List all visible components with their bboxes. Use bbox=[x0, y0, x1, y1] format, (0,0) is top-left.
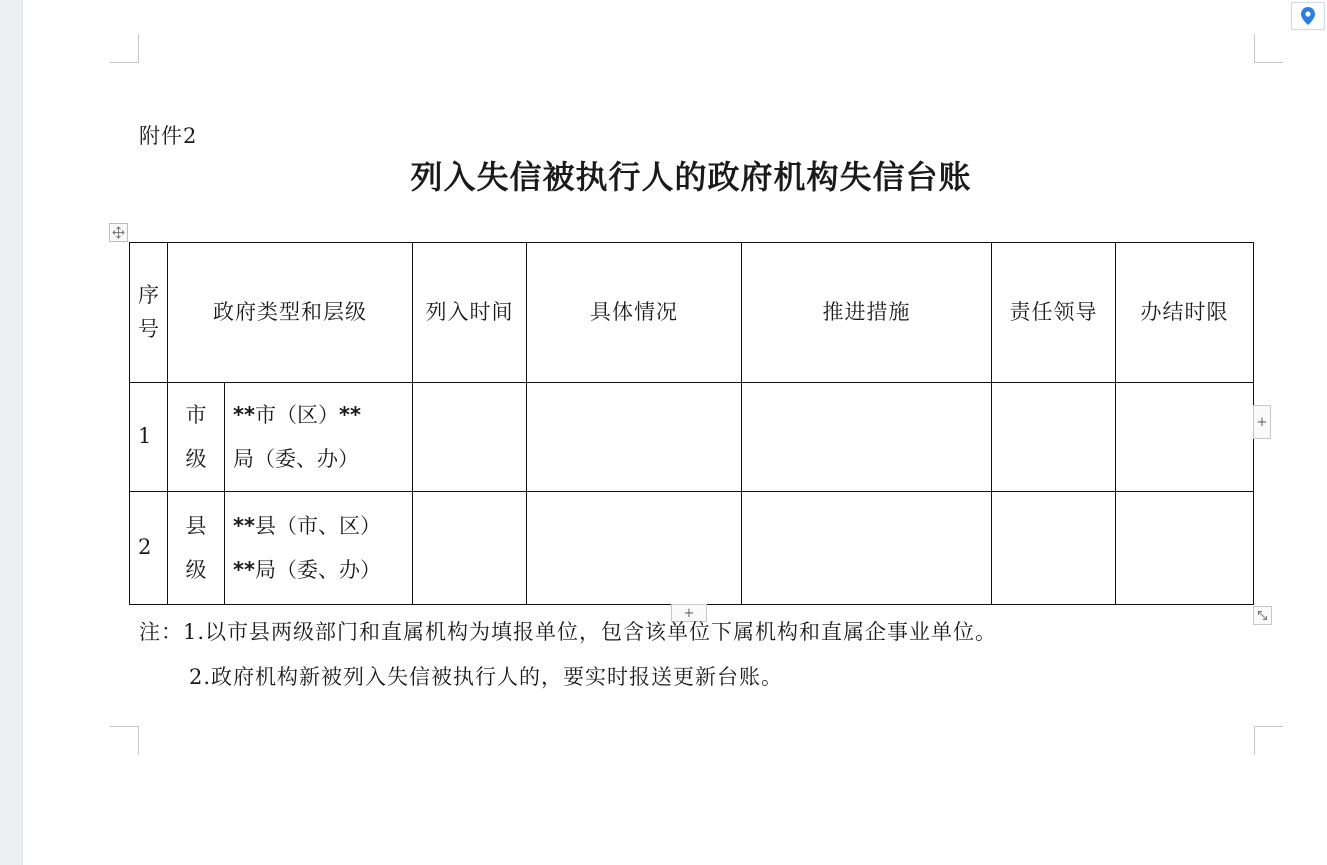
left-gutter bbox=[0, 0, 23, 865]
row-deadline-cell[interactable] bbox=[1116, 383, 1254, 492]
row-seq-cell[interactable]: 2 bbox=[130, 492, 168, 605]
org-stars: ** bbox=[338, 402, 361, 427]
attachment-label: 附件2 bbox=[139, 124, 198, 148]
map-pin-icon bbox=[1301, 7, 1315, 25]
crop-mark-bottom-right bbox=[1254, 726, 1283, 755]
table-move-handle[interactable] bbox=[109, 223, 128, 242]
row-level-cell[interactable] bbox=[168, 383, 225, 492]
header-measures[interactable]: 推进措施 bbox=[742, 243, 992, 383]
header-leader[interactable]: 责任领导 bbox=[992, 243, 1116, 383]
org-stars: ** bbox=[233, 558, 255, 582]
org-line1-text: 县（市、区） bbox=[254, 513, 381, 538]
row-level-cell[interactable] bbox=[168, 492, 225, 605]
ledger-table bbox=[129, 242, 1254, 605]
row-org-cell[interactable] bbox=[225, 383, 413, 492]
table-resize-handle[interactable] bbox=[1253, 606, 1272, 625]
row-level-line1: 县 bbox=[185, 513, 207, 538]
four-way-arrow-icon bbox=[112, 226, 125, 239]
header-seq-line2: 号 bbox=[138, 316, 159, 341]
row-org-cell[interactable] bbox=[225, 492, 413, 605]
header-gov-type[interactable]: 政府类型和层级 bbox=[168, 243, 413, 383]
org-line2-text: 局（委、办） bbox=[233, 447, 359, 471]
org-line1-text: 市（区） bbox=[254, 402, 339, 427]
header-seq[interactable] bbox=[130, 243, 168, 383]
row-org-line1 bbox=[233, 393, 406, 437]
row-leader-cell[interactable] bbox=[992, 383, 1116, 492]
note-line-2: 2.政府机构新被列入失信被执行人的，要实时报送更新台账。 bbox=[189, 665, 784, 689]
header-seq-line1: 序 bbox=[138, 282, 159, 307]
row-deadline-cell[interactable] bbox=[1116, 492, 1254, 605]
row-listed-time-cell[interactable] bbox=[413, 492, 527, 605]
row-details-cell[interactable] bbox=[527, 492, 742, 605]
header-details[interactable]: 具体情况 bbox=[527, 243, 742, 383]
note-line-1: 注：1.以市县两级部门和直属机构为填报单位，包含该单位下属机构和直属企事业单位。 bbox=[139, 620, 998, 644]
crop-mark-bottom-left bbox=[110, 726, 139, 755]
row-measures-cell[interactable] bbox=[742, 492, 992, 605]
table-row bbox=[130, 492, 1254, 605]
table-row bbox=[130, 383, 1254, 492]
document-title: 列入失信被执行人的政府机构失信台账 bbox=[410, 158, 972, 196]
org-line2-text: 局（委、办） bbox=[254, 558, 381, 582]
row-leader-cell[interactable] bbox=[992, 492, 1116, 605]
row-measures-cell[interactable] bbox=[742, 383, 992, 492]
row-seq-cell[interactable]: 1 bbox=[130, 383, 168, 492]
diagonal-resize-icon bbox=[1257, 610, 1268, 621]
row-level-line2: 级 bbox=[185, 558, 207, 582]
row-level-line1: 市 bbox=[185, 402, 207, 427]
row-listed-time-cell[interactable] bbox=[413, 383, 527, 492]
add-column-button[interactable]: + bbox=[1253, 405, 1271, 439]
row-org-line1 bbox=[233, 504, 406, 548]
row-org-line2 bbox=[233, 437, 406, 481]
crop-mark-top-left bbox=[110, 34, 139, 63]
row-level-line2: 级 bbox=[185, 447, 207, 471]
add-row-button[interactable]: + bbox=[671, 604, 707, 622]
header-listed-time[interactable]: 列入时间 bbox=[413, 243, 527, 383]
location-button[interactable] bbox=[1291, 2, 1325, 30]
org-stars: ** bbox=[233, 402, 255, 427]
org-stars: ** bbox=[233, 513, 255, 538]
header-row bbox=[130, 243, 1254, 383]
row-details-cell[interactable] bbox=[527, 383, 742, 492]
row-org-line2 bbox=[233, 548, 406, 592]
crop-mark-top-right bbox=[1254, 34, 1283, 63]
header-deadline[interactable]: 办结时限 bbox=[1116, 243, 1254, 383]
